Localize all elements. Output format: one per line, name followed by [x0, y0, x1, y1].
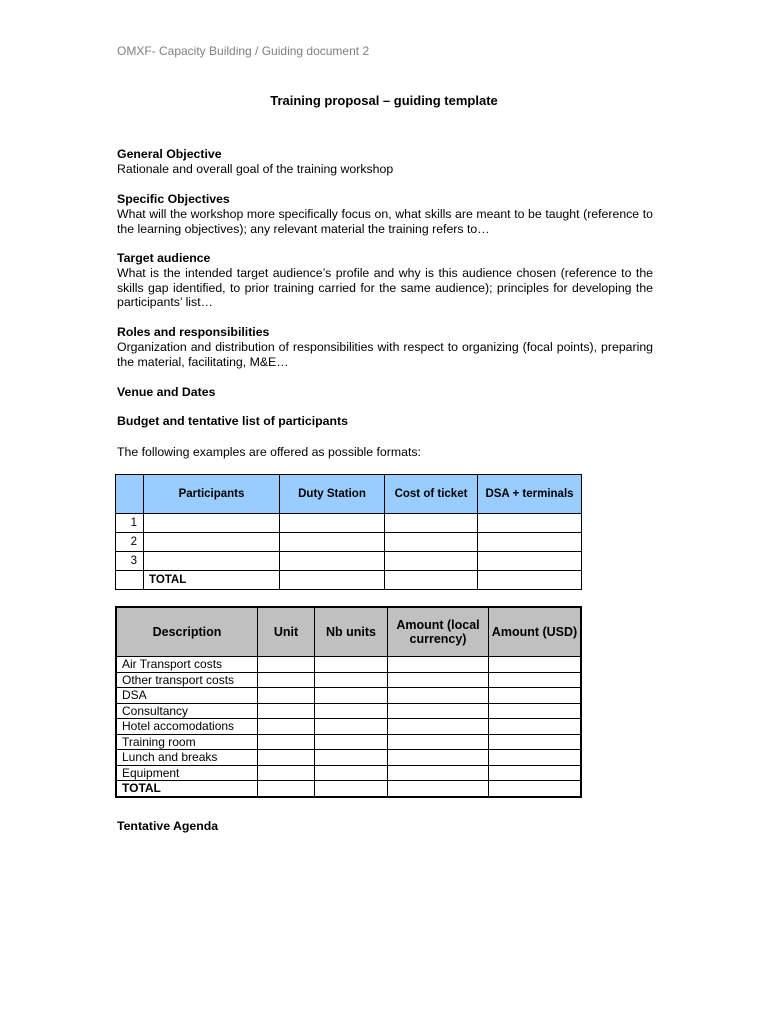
table-cell[interactable] — [388, 672, 489, 688]
table-cell[interactable] — [385, 533, 478, 552]
table-row — [116, 688, 581, 704]
section-body: Organization and distribution of responsibilities with respect to organizing (focal points), preparing the material, facilitating, M&E… — [117, 339, 653, 369]
table-cell[interactable] — [388, 750, 489, 766]
section-roles — [117, 325, 653, 369]
table-row — [116, 719, 581, 735]
table-row — [116, 514, 582, 533]
table-row — [116, 672, 581, 688]
participants-table — [115, 474, 582, 590]
table-cell[interactable] — [258, 703, 315, 719]
table-cell[interactable] — [280, 552, 385, 571]
section-heading: Target audience — [117, 251, 211, 265]
table-cell[interactable] — [478, 514, 582, 533]
table-cell[interactable] — [489, 781, 582, 797]
row-number: 2 — [116, 533, 144, 552]
table-cell[interactable] — [385, 552, 478, 571]
table-row — [116, 657, 581, 673]
table-cell[interactable] — [258, 657, 315, 673]
table-header-cell: Duty Station — [280, 475, 385, 514]
table-cell[interactable] — [489, 703, 582, 719]
table-cell[interactable] — [489, 672, 582, 688]
table-cell[interactable] — [315, 765, 388, 781]
table-cell[interactable] — [478, 552, 582, 571]
section-formats — [117, 445, 653, 460]
table-cell[interactable] — [258, 734, 315, 750]
section-specific-objectives — [117, 192, 653, 236]
table-cell[interactable] — [315, 750, 388, 766]
table-total-row — [116, 781, 581, 797]
section-heading: General Objective — [117, 147, 222, 161]
budget-table — [115, 606, 582, 798]
row-label: Consultancy — [116, 703, 258, 719]
section-venue — [117, 385, 653, 400]
table-total-row — [116, 571, 582, 590]
table-cell[interactable] — [489, 719, 582, 735]
table-cell[interactable] — [315, 703, 388, 719]
table-cell[interactable] — [280, 514, 385, 533]
table-row — [116, 703, 581, 719]
table-header-row — [116, 607, 581, 657]
table-cell[interactable] — [315, 657, 388, 673]
row-label: Equipment — [116, 765, 258, 781]
table-cell[interactable] — [258, 672, 315, 688]
table-cell[interactable] — [280, 533, 385, 552]
table-header-cell — [116, 475, 144, 514]
row-number: 3 — [116, 552, 144, 571]
row-label: Hotel accomodations — [116, 719, 258, 735]
table-row — [116, 533, 582, 552]
section-heading: Roles and responsibilities — [117, 325, 270, 339]
table-cell[interactable] — [388, 703, 489, 719]
section-body: Rationale and overall goal of the training workshop — [117, 161, 394, 176]
row-label: Training room — [116, 734, 258, 750]
table-cell — [116, 571, 144, 590]
total-label: TOTAL — [116, 781, 258, 797]
section-target-audience — [117, 251, 653, 310]
table-cell[interactable] — [315, 734, 388, 750]
table-cell[interactable] — [315, 672, 388, 688]
table-header-cell: Amount (local currency) — [388, 607, 489, 657]
table-cell[interactable] — [258, 781, 315, 797]
table-cell[interactable] — [280, 571, 385, 590]
table-header-cell: Amount (USD) — [489, 607, 582, 657]
table-cell[interactable] — [388, 781, 489, 797]
table-header-cell: Nb units — [315, 607, 388, 657]
table-row — [116, 552, 582, 571]
table-cell[interactable] — [489, 688, 582, 704]
table-cell[interactable] — [388, 765, 489, 781]
row-number: 1 — [116, 514, 144, 533]
section-body: What will the workshop more specifically focus on, what skills are meant to be taught (reference to the learning objectives); any relevant material the training refers to… — [117, 206, 653, 236]
table-cell[interactable] — [315, 719, 388, 735]
table-cell[interactable] — [385, 571, 478, 590]
section-budget — [117, 414, 653, 429]
table-header-cell: Participants — [144, 475, 280, 514]
row-label: Other transport costs — [116, 672, 258, 688]
table-row — [116, 765, 581, 781]
table-cell[interactable] — [489, 750, 582, 766]
table-header-cell: Description — [116, 607, 258, 657]
table-cell[interactable] — [315, 688, 388, 704]
table-cell[interactable] — [388, 719, 489, 735]
table-cell[interactable] — [144, 533, 280, 552]
table-header-cell: Cost of ticket — [385, 475, 478, 514]
table-cell[interactable] — [489, 734, 582, 750]
row-label: Air Transport costs — [116, 657, 258, 673]
table-cell[interactable] — [388, 688, 489, 704]
table-cell[interactable] — [489, 765, 582, 781]
table-cell[interactable] — [258, 719, 315, 735]
section-body: The following examples are offered as possible formats: — [117, 445, 421, 459]
section-heading: Budget and tentative list of participants — [117, 414, 348, 428]
section-heading: Tentative Agenda — [117, 819, 219, 833]
table-cell[interactable] — [385, 514, 478, 533]
table-cell[interactable] — [144, 552, 280, 571]
table-row — [116, 750, 581, 766]
table-cell[interactable] — [388, 734, 489, 750]
table-cell[interactable] — [144, 514, 280, 533]
table-cell[interactable] — [315, 781, 388, 797]
row-label: DSA — [116, 688, 258, 704]
table-cell[interactable] — [258, 750, 315, 766]
table-header-cell: DSA + terminals — [478, 475, 582, 514]
section-general-objective — [117, 147, 653, 177]
table-row — [116, 734, 581, 750]
section-heading: Specific Objectives — [117, 192, 230, 206]
row-label: Lunch and breaks — [116, 750, 258, 766]
section-body: What is the intended target audience’s profile and why is this audience chosen (reference to the skills gap identified, to prior training carried for the same audience); principles for developing the participants’ list… — [117, 265, 653, 310]
table-cell[interactable] — [258, 765, 315, 781]
section-heading: Venue and Dates — [117, 385, 216, 399]
table-cell[interactable] — [489, 657, 582, 673]
total-label: TOTAL — [144, 571, 280, 590]
table-cell[interactable] — [388, 657, 489, 673]
table-cell[interactable] — [478, 533, 582, 552]
document-title: Training proposal – guiding template — [270, 93, 498, 108]
table-header-row — [116, 475, 582, 514]
section-agenda — [117, 819, 653, 834]
running-header: OMXF- Capacity Building / Guiding document 2 — [117, 44, 370, 58]
table-cell[interactable] — [478, 571, 582, 590]
table-header-cell: Unit — [258, 607, 315, 657]
table-cell[interactable] — [258, 688, 315, 704]
